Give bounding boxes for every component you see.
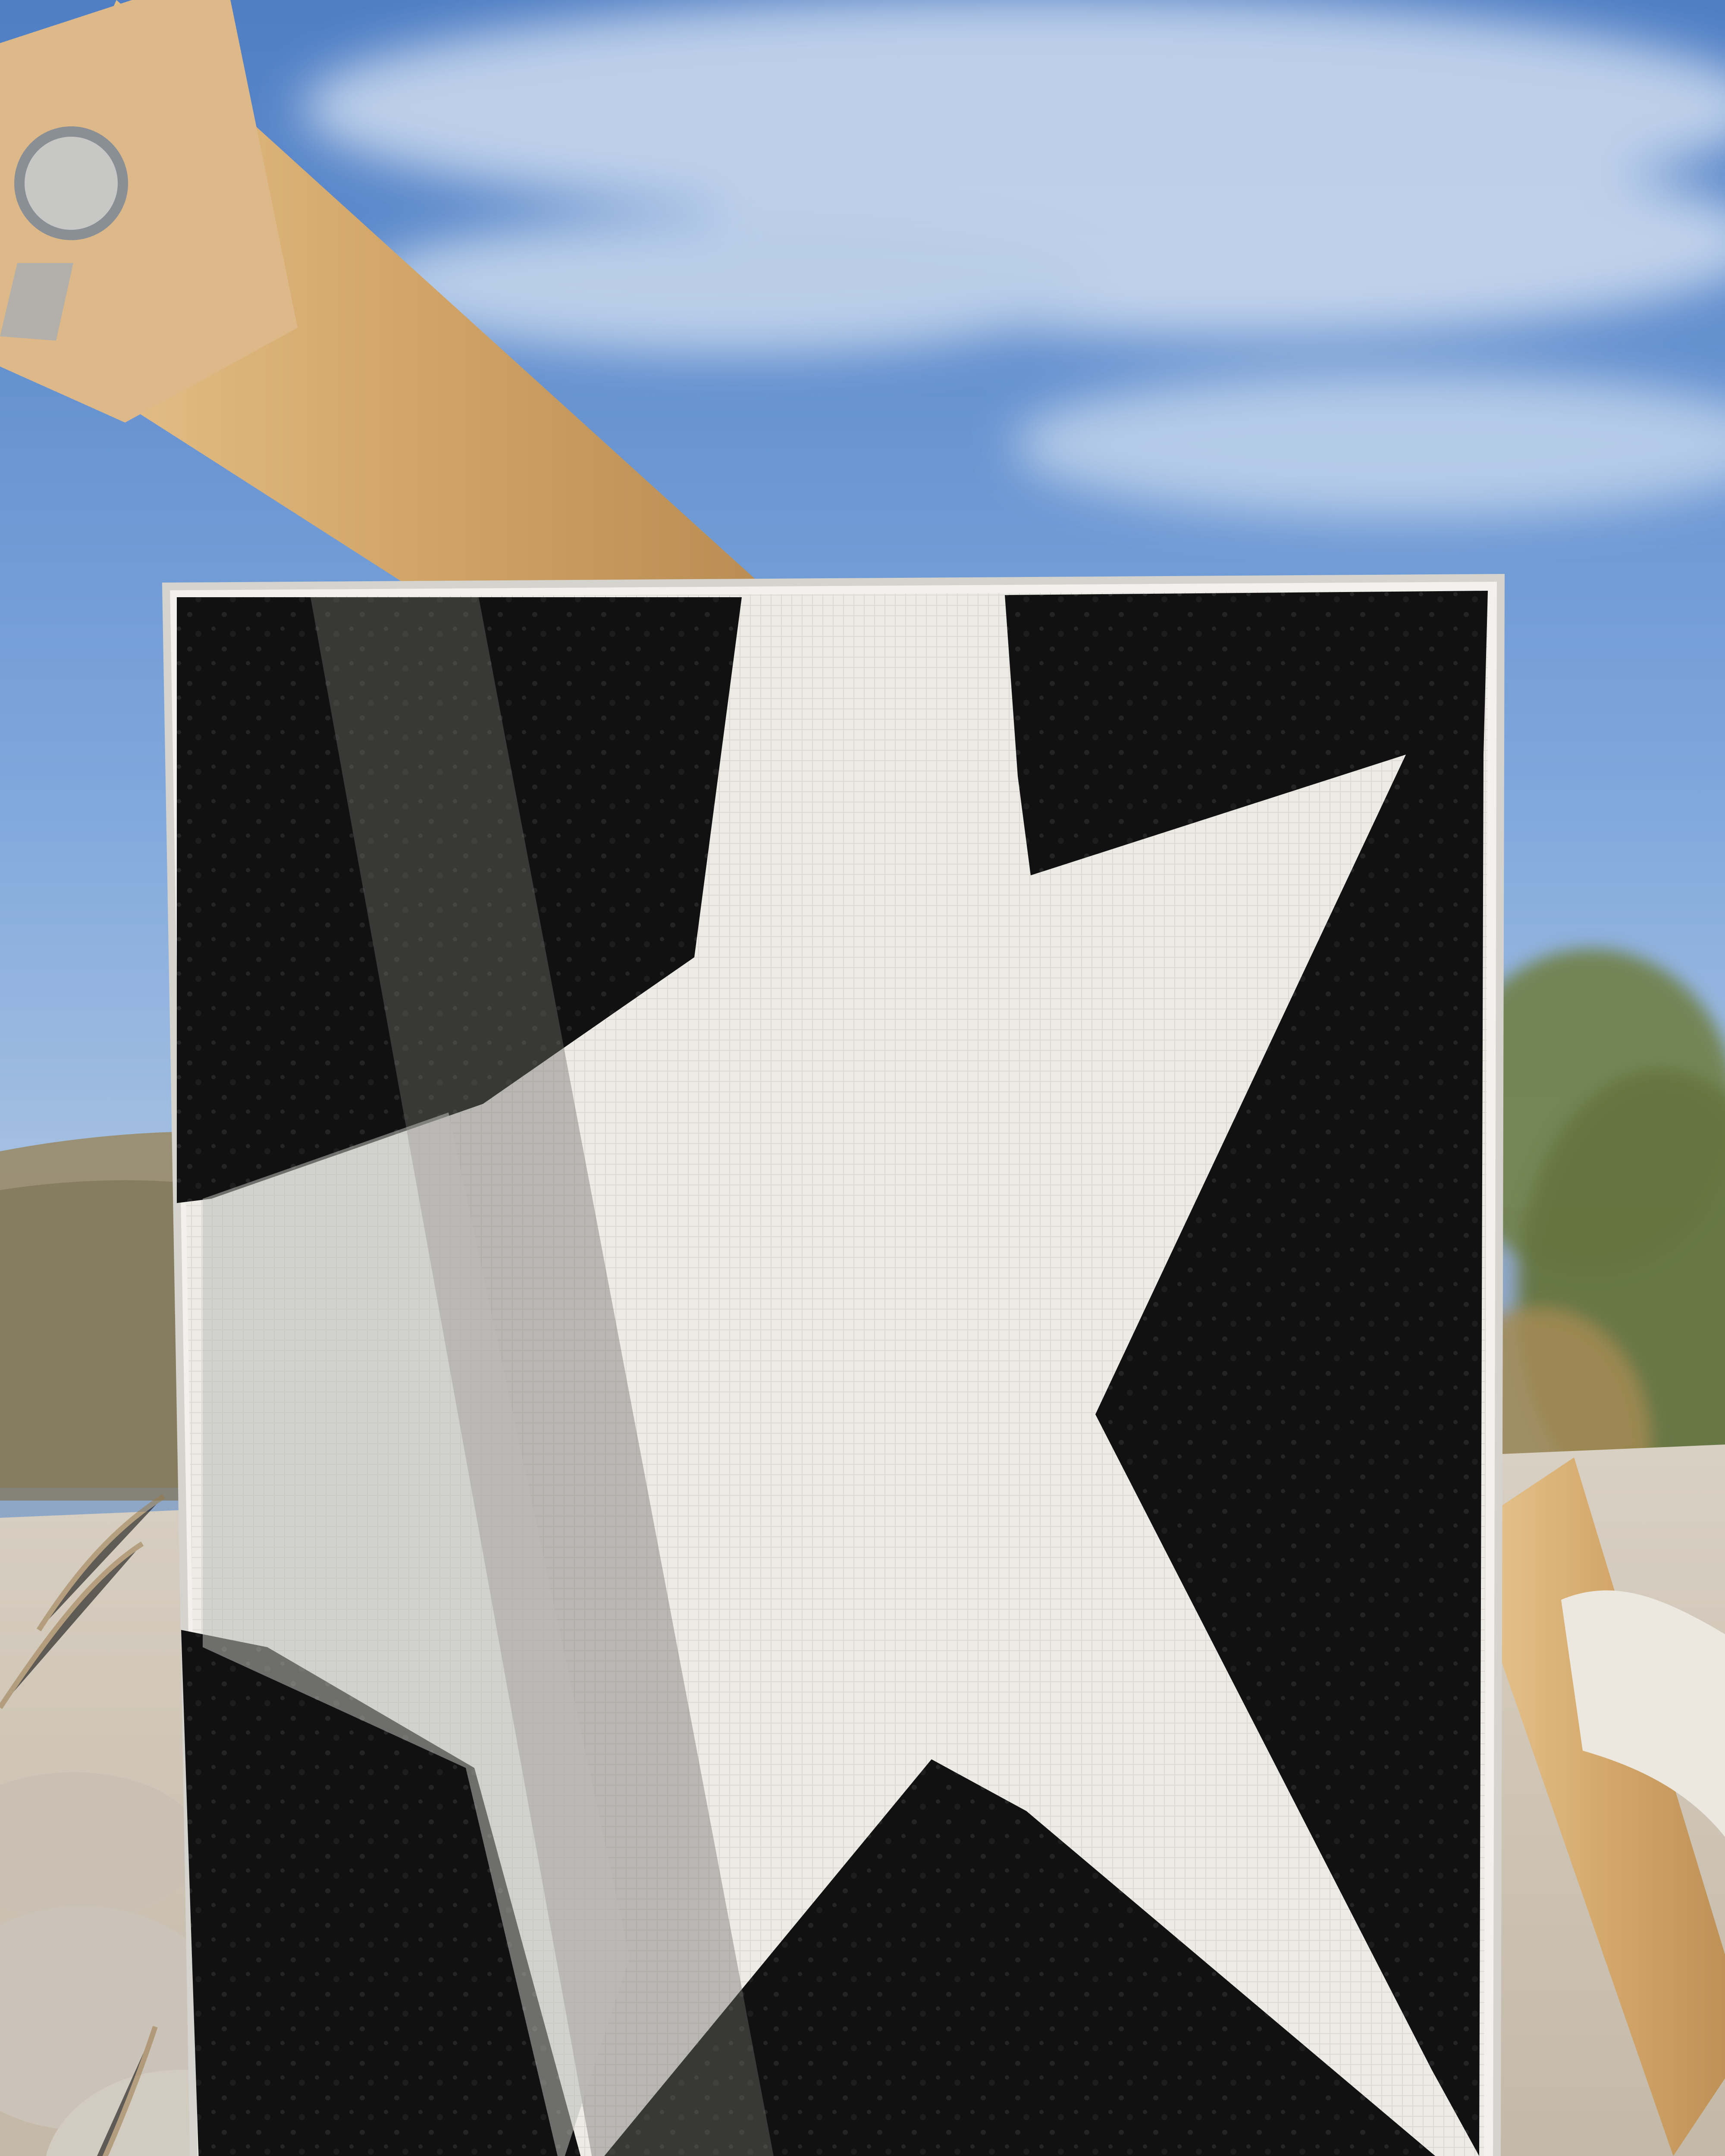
bolt-head	[19, 132, 123, 235]
painted-canvas	[166, 578, 1501, 2156]
